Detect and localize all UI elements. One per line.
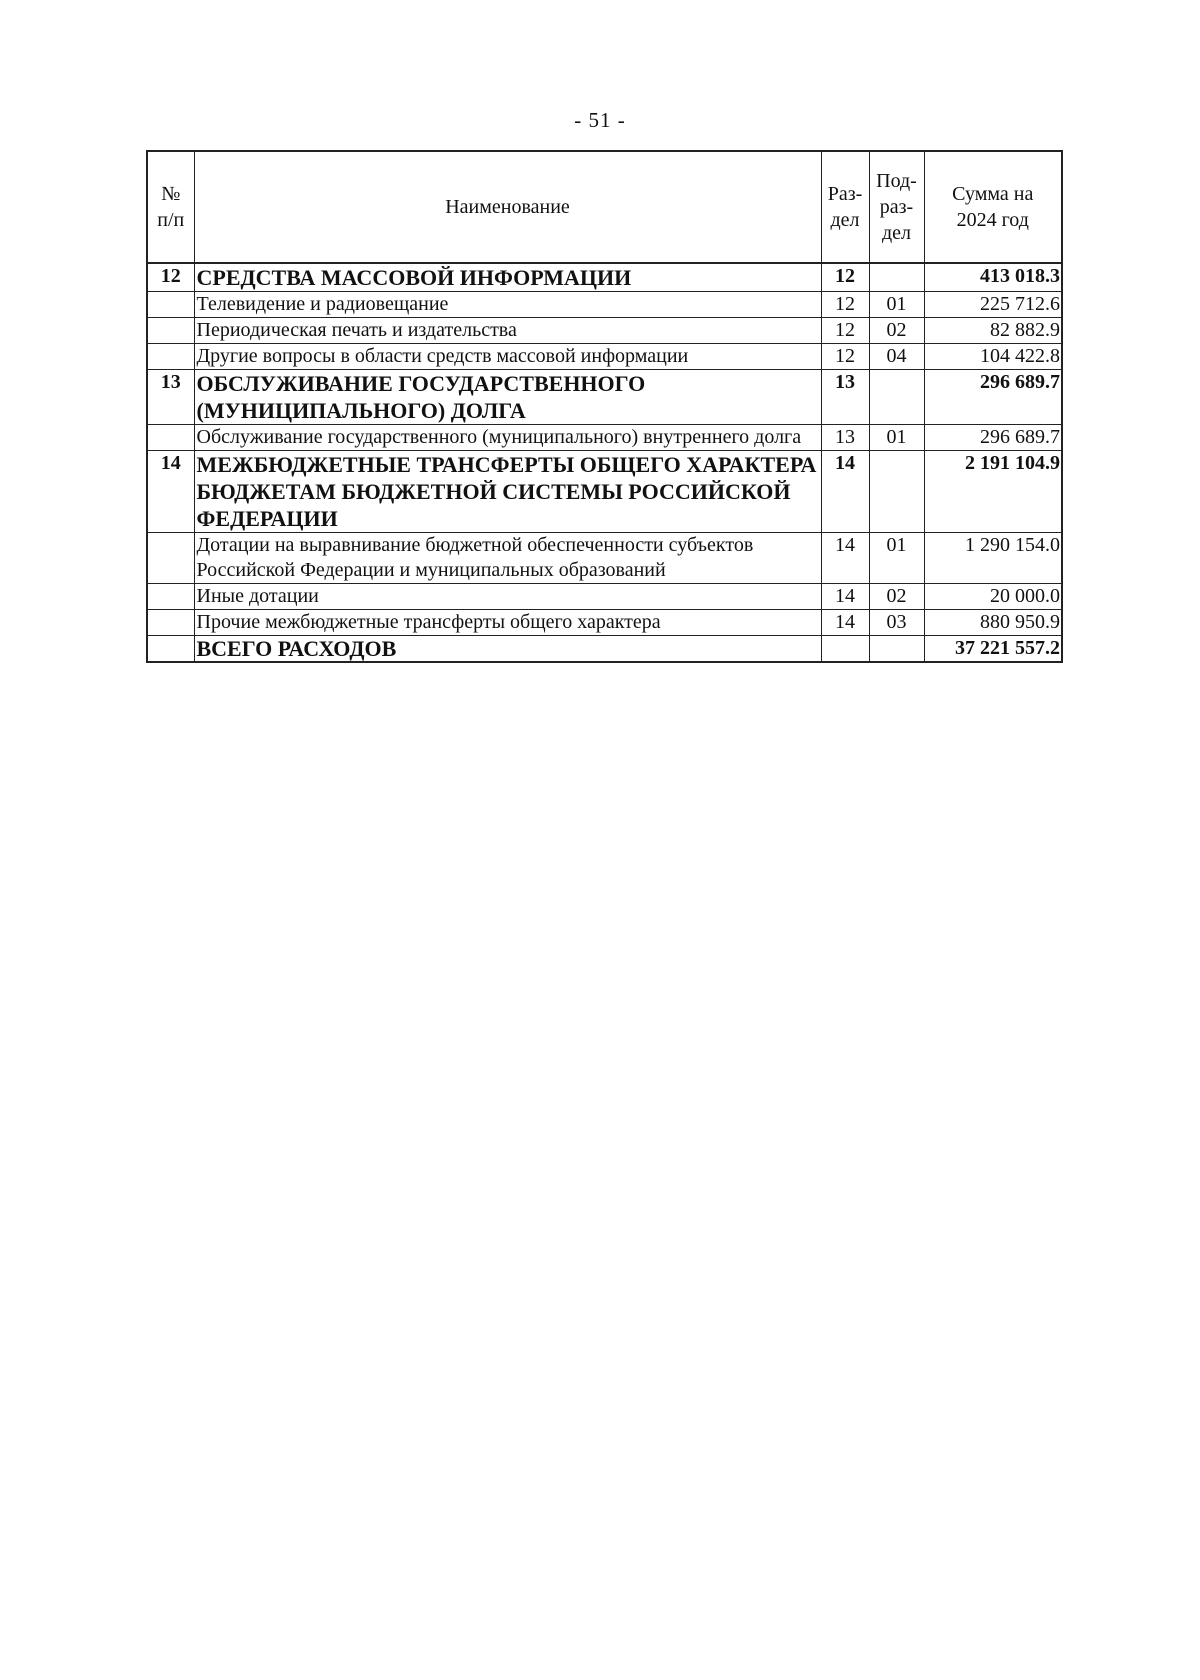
total-sum: 37 221 557.2 bbox=[924, 636, 1062, 663]
row-sum: 1 290 154.0 bbox=[924, 533, 1062, 584]
table-row bbox=[147, 584, 1062, 610]
row-num bbox=[147, 292, 194, 318]
row-name: МЕЖБЮДЖЕТНЫЕ ТРАНСФЕРТЫ ОБЩЕГО ХАРАКТЕРА БЮДЖЕТАМ БЮДЖЕТНОЙ СИСТЕМЫ РОССИЙСКОЙ ФЕДЕРАЦИИ bbox=[194, 451, 821, 533]
row-sum: 296 689.7 bbox=[924, 425, 1062, 451]
table-row bbox=[147, 610, 1062, 636]
row-name: СРЕДСТВА МАССОВОЙ ИНФОРМАЦИИ bbox=[194, 263, 821, 292]
page-number: - 51 - bbox=[574, 108, 626, 132]
row-name: Обслуживание государственного (муниципального) внутреннего долга bbox=[194, 425, 821, 451]
row-razdel: 14 bbox=[821, 584, 869, 610]
row-num bbox=[147, 584, 194, 610]
row-podrazdel bbox=[869, 263, 924, 292]
table-row bbox=[147, 318, 1062, 344]
row-name: Прочие межбюджетные трансферты общего характера bbox=[194, 610, 821, 636]
row-podrazdel: 04 bbox=[869, 344, 924, 370]
row-podrazdel: 02 bbox=[869, 584, 924, 610]
header-podrazdel-line3: дел bbox=[881, 222, 912, 244]
table-row bbox=[147, 533, 1062, 584]
row-sum: 413 018.3 bbox=[924, 263, 1062, 292]
header-num-line1: № bbox=[161, 183, 181, 205]
row-razdel: 12 bbox=[821, 344, 869, 370]
row-razdel: 14 bbox=[821, 451, 869, 533]
row-podrazdel: 01 bbox=[869, 292, 924, 318]
row-razdel: 13 bbox=[821, 425, 869, 451]
row-sum: 880 950.9 bbox=[924, 610, 1062, 636]
header-sum-line1: Сумма на bbox=[952, 183, 1034, 205]
table-row bbox=[147, 451, 1062, 533]
table-row bbox=[147, 344, 1062, 370]
row-podrazdel: 03 bbox=[869, 610, 924, 636]
header-num-line2: п/п bbox=[157, 209, 185, 231]
header-sum-line2: 2024 год bbox=[956, 209, 1029, 231]
row-razdel: 13 bbox=[821, 370, 869, 425]
row-razdel: 12 bbox=[821, 263, 869, 292]
row-num bbox=[147, 610, 194, 636]
row-name: Периодическая печать и издательства bbox=[194, 318, 821, 344]
row-num bbox=[147, 318, 194, 344]
budget-table bbox=[146, 150, 1063, 663]
table-row bbox=[147, 370, 1062, 425]
row-sum: 225 712.6 bbox=[924, 292, 1062, 318]
row-num bbox=[147, 533, 194, 584]
table-header-row bbox=[147, 151, 1062, 263]
row-num bbox=[147, 344, 194, 370]
table-row bbox=[147, 263, 1062, 292]
header-podrazdel-line1: Под- bbox=[876, 170, 917, 192]
header-podrazdel bbox=[869, 151, 924, 263]
header-podrazdel-line2: раз- bbox=[879, 196, 914, 218]
total-label: ВСЕГО РАСХОДОВ bbox=[194, 636, 821, 663]
header-razdel-line2: дел bbox=[830, 209, 860, 231]
row-name: Иные дотации bbox=[194, 584, 821, 610]
row-sum: 296 689.7 bbox=[924, 370, 1062, 425]
row-num: 13 bbox=[147, 370, 194, 425]
total-num bbox=[147, 636, 194, 663]
total-razdel bbox=[821, 636, 869, 663]
header-name: Наименование bbox=[194, 151, 821, 263]
row-razdel: 12 bbox=[821, 318, 869, 344]
table-row bbox=[147, 425, 1062, 451]
row-razdel: 14 bbox=[821, 610, 869, 636]
row-name: Другие вопросы в области средств массовой информации bbox=[194, 344, 821, 370]
row-num: 12 bbox=[147, 263, 194, 292]
row-num bbox=[147, 425, 194, 451]
header-razdel-line1: Раз- bbox=[827, 183, 863, 205]
row-podrazdel: 01 bbox=[869, 533, 924, 584]
row-num: 14 bbox=[147, 451, 194, 533]
header-razdel bbox=[821, 151, 869, 263]
row-podrazdel bbox=[869, 370, 924, 425]
row-razdel: 12 bbox=[821, 292, 869, 318]
total-podrazdel bbox=[869, 636, 924, 663]
row-podrazdel bbox=[869, 451, 924, 533]
header-sum bbox=[924, 151, 1062, 263]
row-podrazdel: 01 bbox=[869, 425, 924, 451]
row-name: Телевидение и радиовещание bbox=[194, 292, 821, 318]
row-sum: 20 000.0 bbox=[924, 584, 1062, 610]
row-sum: 82 882.9 bbox=[924, 318, 1062, 344]
header-num bbox=[147, 151, 194, 263]
row-razdel: 14 bbox=[821, 533, 869, 584]
row-podrazdel: 02 bbox=[869, 318, 924, 344]
row-sum: 2 191 104.9 bbox=[924, 451, 1062, 533]
row-name: Дотации на выравнивание бюджетной обеспеченности субъектов Российской Федерации и муниципальных образований bbox=[194, 533, 821, 584]
table-row bbox=[147, 292, 1062, 318]
row-sum: 104 422.8 bbox=[924, 344, 1062, 370]
total-row bbox=[147, 636, 1062, 663]
row-name: ОБСЛУЖИВАНИЕ ГОСУДАРСТВЕННОГО (МУНИЦИПАЛЬНОГО) ДОЛГА bbox=[194, 370, 821, 425]
